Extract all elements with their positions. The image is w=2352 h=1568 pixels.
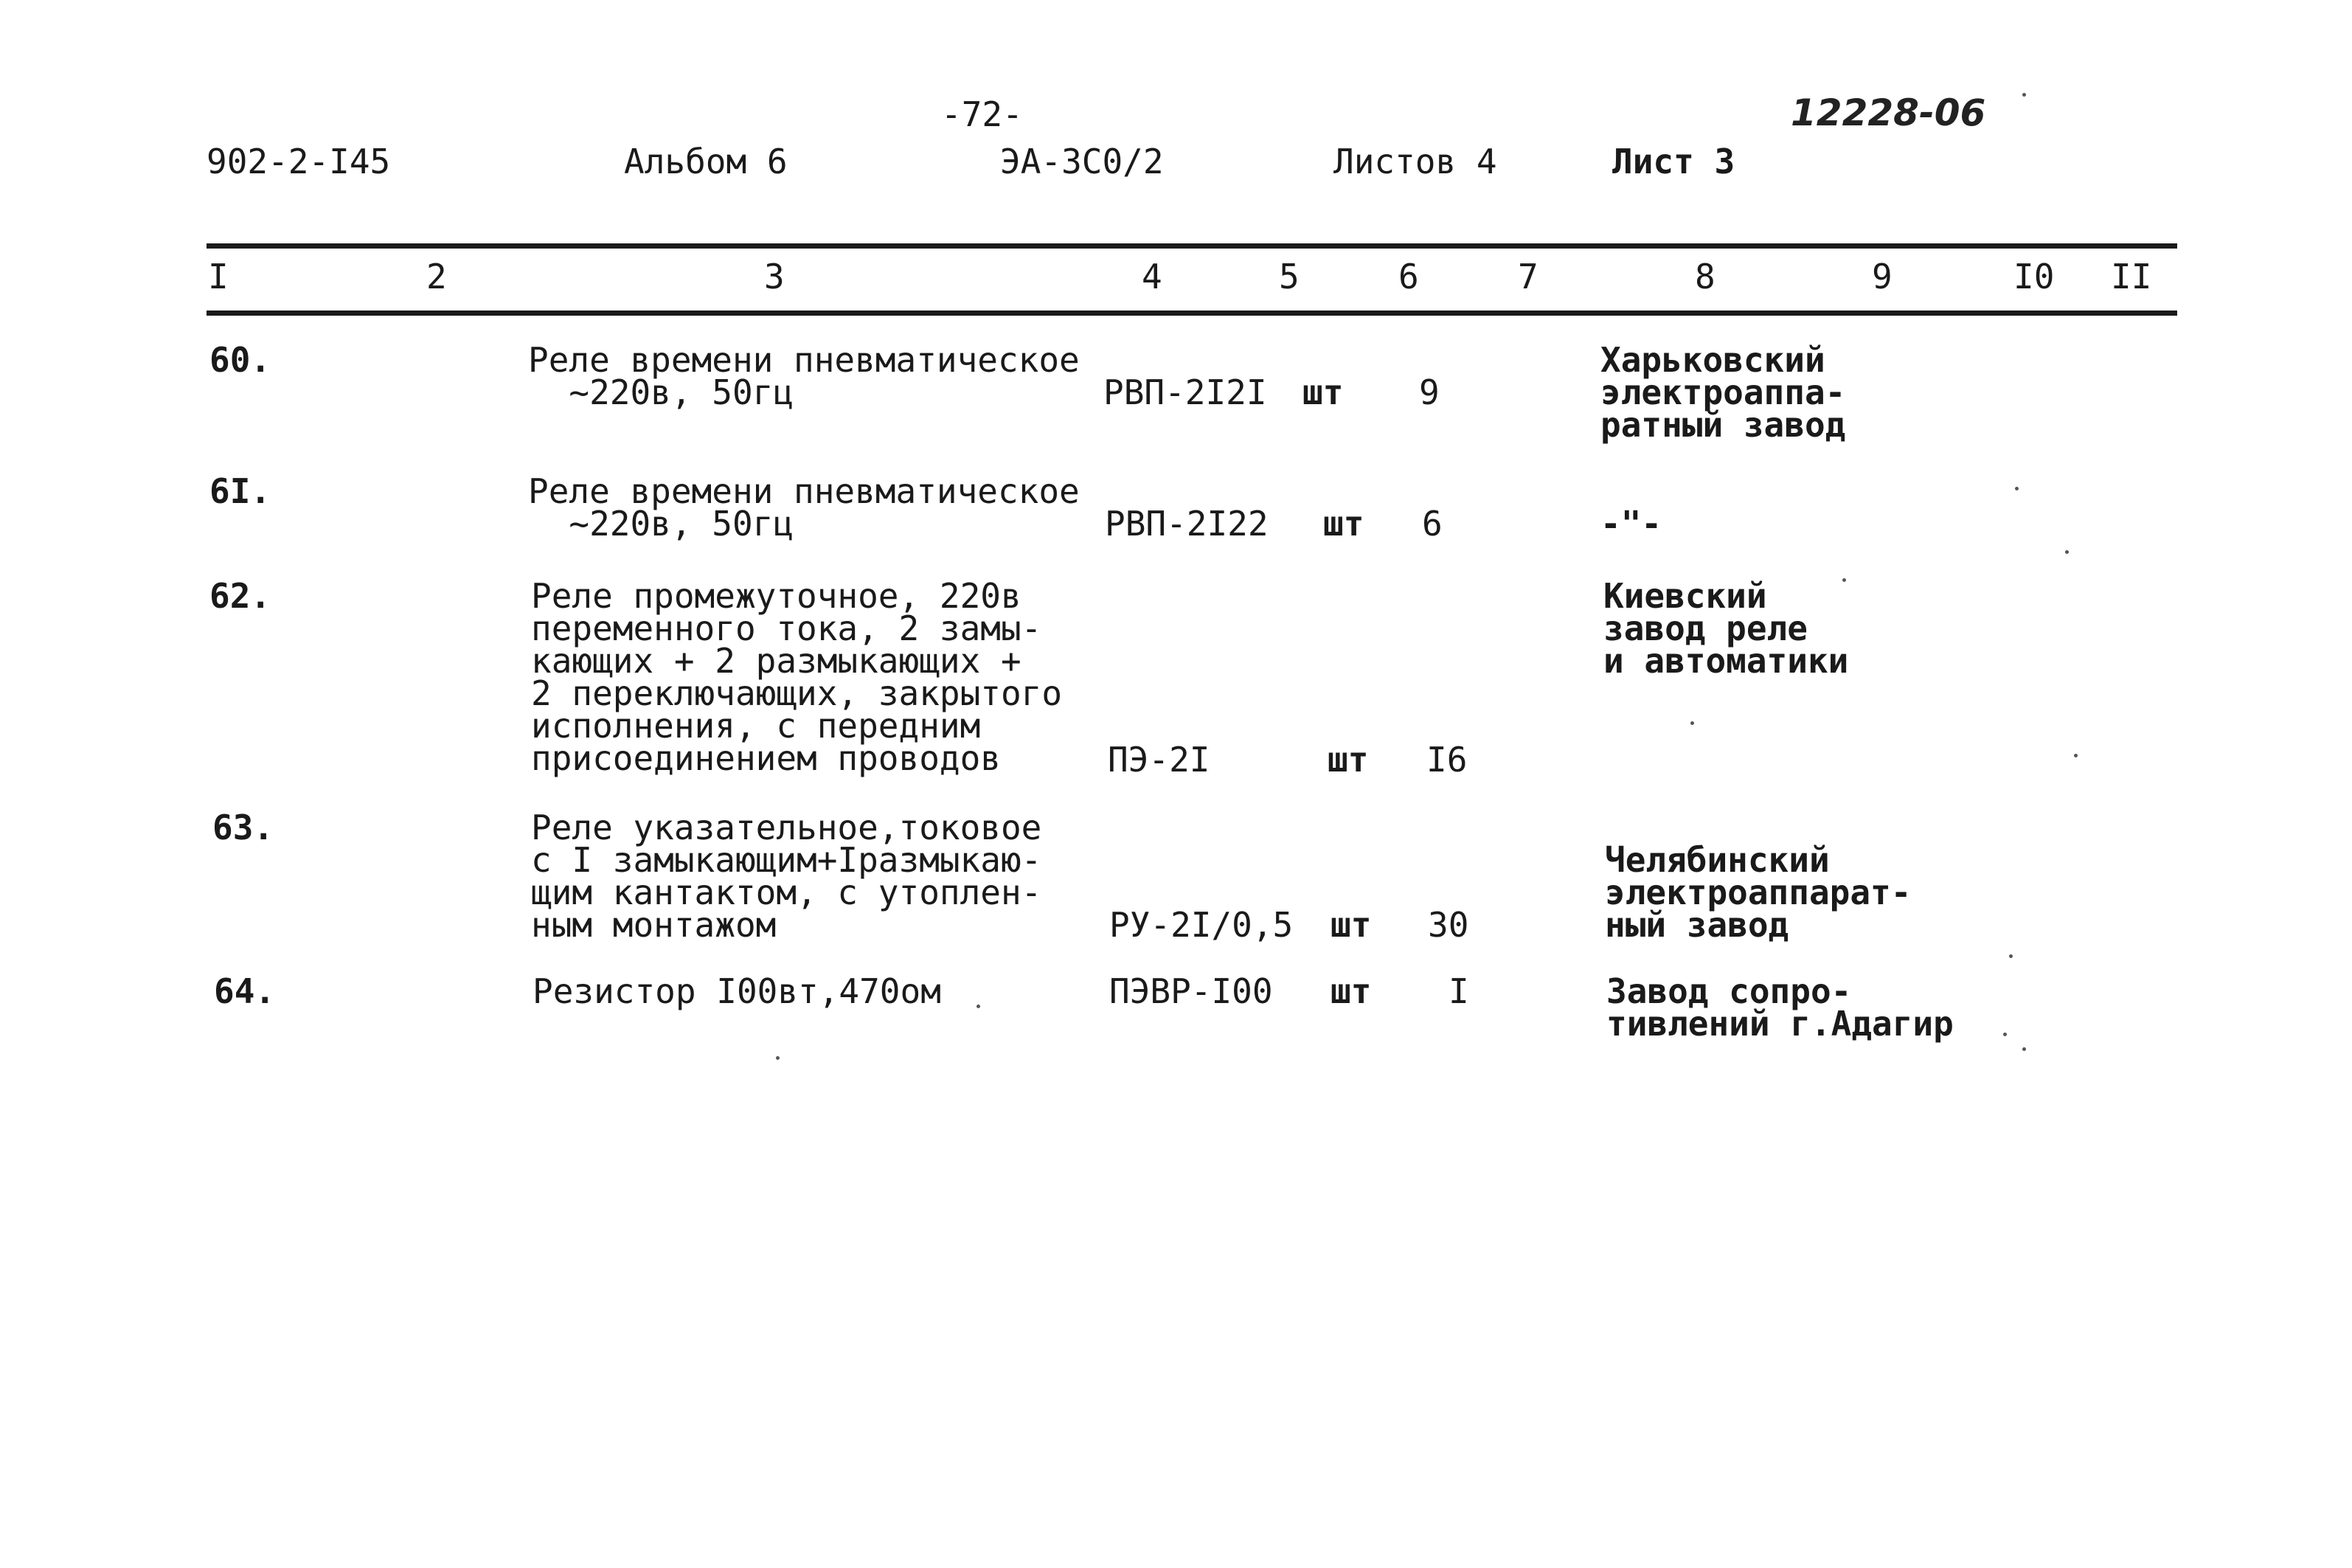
scan-speck bbox=[2065, 550, 2069, 554]
column-number: 2 bbox=[426, 257, 447, 296]
item-type: РУ-2I/0,5 bbox=[1109, 905, 1294, 945]
scan-speck bbox=[2009, 954, 2013, 958]
item-quantity: 9 bbox=[1419, 372, 1440, 412]
column-number: I bbox=[208, 257, 229, 296]
item-unit: шт bbox=[1323, 504, 1364, 544]
item-name: Реле указательное,токовое с I замыкающим+Iразмыкаю- щим кантактом, с утоплен- ным монтажом bbox=[531, 808, 1042, 945]
item-manufacturer: -"- bbox=[1600, 504, 1662, 544]
designation-label: ЭА-3С0/2 bbox=[1000, 142, 1164, 181]
row-number: 64. bbox=[214, 971, 276, 1011]
doc-code: 902-2-I45 bbox=[207, 142, 391, 181]
row-number: 60. bbox=[209, 340, 271, 380]
scan-speck bbox=[1842, 578, 1846, 582]
table-header-rule bbox=[207, 311, 2177, 316]
item-unit: шт bbox=[1302, 372, 1344, 412]
scan-speck bbox=[1690, 721, 1694, 725]
item-manufacturer: Челябинский электроаппарат- ный завод bbox=[1605, 840, 1912, 945]
album-label: Альбом 6 bbox=[624, 142, 788, 181]
scan-speck bbox=[2074, 754, 2078, 757]
item-name: Реле времени пневматическое ~220в, 50гц bbox=[528, 471, 1080, 544]
column-number: I0 bbox=[2013, 257, 2055, 296]
item-type: РВП-2I22 bbox=[1105, 504, 1269, 544]
item-manufacturer: Завод сопро- тивлений г.Адагир bbox=[1606, 971, 1954, 1044]
archive-stamp: 12228-06 bbox=[1791, 91, 1986, 134]
column-number: II bbox=[2111, 257, 2152, 296]
column-number: 7 bbox=[1518, 257, 1538, 296]
row-number: 6I. bbox=[209, 471, 271, 511]
item-unit: шт bbox=[1328, 740, 1369, 780]
item-type: РВП-2I2I bbox=[1103, 372, 1267, 412]
scan-speck bbox=[2022, 93, 2026, 97]
row-number: 62. bbox=[209, 576, 271, 616]
column-number: 4 bbox=[1142, 257, 1162, 296]
item-name: Реле времени пневматическое ~220в, 50гц bbox=[528, 340, 1080, 412]
item-quantity: 6 bbox=[1422, 504, 1443, 544]
item-unit: шт bbox=[1331, 971, 1372, 1011]
table-top-rule bbox=[207, 243, 2177, 249]
item-quantity: I bbox=[1449, 971, 1469, 1011]
item-name: Резистор I00вт,470ом bbox=[533, 971, 941, 1011]
row-number: 63. bbox=[212, 808, 274, 847]
item-quantity: I6 bbox=[1426, 740, 1468, 780]
scan-speck bbox=[2022, 1047, 2026, 1051]
item-name: Реле промежуточное, 220в переменного тока, 2 замы- кающих + 2 размыкающих + 2 переключающих, закрытого исполнения, с передним присоединением проводов bbox=[531, 576, 1063, 778]
item-manufacturer: Киевский завод реле и автоматики bbox=[1603, 576, 1849, 681]
column-number: 6 bbox=[1398, 257, 1419, 296]
item-manufacturer: Харьковский электроаппа- ратный завод bbox=[1600, 340, 1846, 445]
page-number: -72- bbox=[941, 94, 1023, 134]
column-number: 9 bbox=[1872, 257, 1893, 296]
item-type: ПЭ-2I bbox=[1108, 740, 1210, 780]
column-number: 5 bbox=[1279, 257, 1300, 296]
scan-speck bbox=[776, 1056, 780, 1060]
scan-speck bbox=[2015, 487, 2019, 490]
column-number: 3 bbox=[764, 257, 785, 296]
scan-speck bbox=[2003, 1033, 2007, 1036]
item-quantity: 30 bbox=[1428, 905, 1469, 945]
item-unit: шт bbox=[1331, 905, 1372, 945]
item-type: ПЭВР-I00 bbox=[1109, 971, 1273, 1011]
scan-speck bbox=[976, 1005, 980, 1008]
sheets-count: Листов 4 bbox=[1333, 142, 1497, 181]
sheet-number: Лист 3 bbox=[1612, 142, 1735, 181]
column-number: 8 bbox=[1695, 257, 1716, 296]
